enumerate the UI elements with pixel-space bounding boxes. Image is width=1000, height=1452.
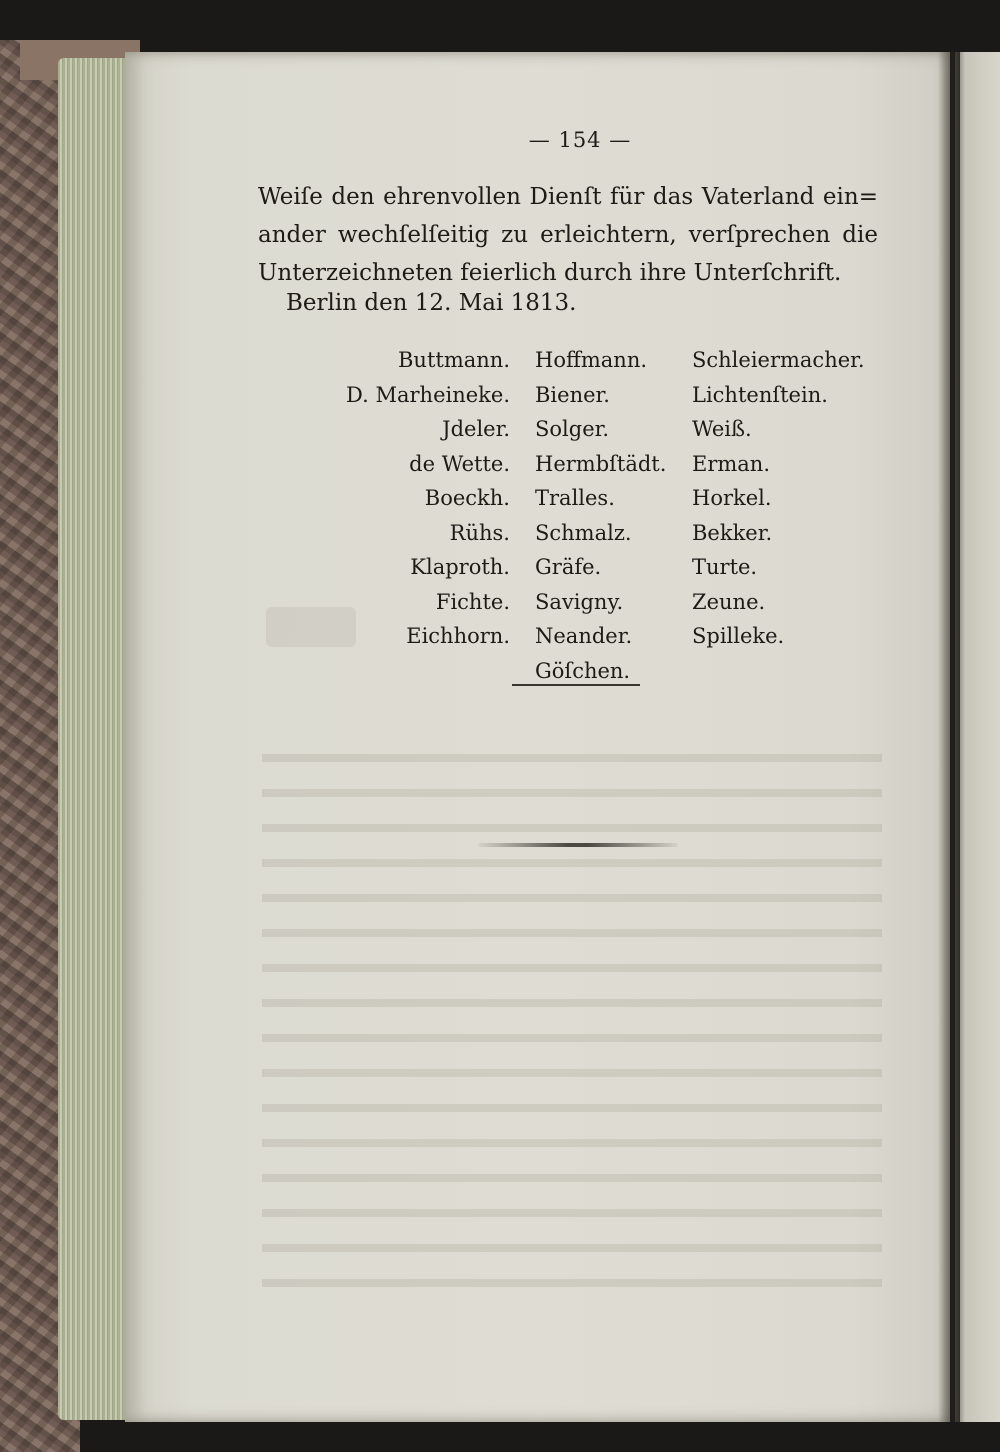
- signature-name: Jdeler.: [442, 417, 510, 441]
- signature-name: Horkel.: [692, 486, 772, 510]
- signature-name: Spilleke.: [692, 624, 785, 648]
- closing-rule: [512, 684, 640, 686]
- signature-name: de Wette.: [409, 451, 510, 476]
- signature-name: Buttmann.: [398, 348, 510, 372]
- page-number: — 154 —: [528, 128, 632, 152]
- signature-name: Lichtenſtein.: [692, 382, 828, 407]
- signature-name: Schmalz.: [535, 520, 632, 545]
- body-line: ander wechſelſeitig zu erleichtern, verſprechen die: [258, 222, 878, 248]
- signature-name: Erman.: [692, 451, 771, 476]
- signature-column-2: [535, 343, 685, 688]
- signature-name: Neander.: [535, 624, 633, 648]
- signature-name: Eichhorn.: [406, 624, 510, 648]
- signature-name: Rühs.: [449, 520, 510, 545]
- signature-name: Hoffmann.: [535, 348, 648, 372]
- signature-name: Weiß.: [692, 417, 752, 441]
- signature-name: Turte.: [692, 555, 758, 579]
- signature-name: Solger.: [535, 417, 610, 441]
- signature-name: Tralles.: [535, 486, 615, 510]
- signature-name: Biener.: [535, 382, 610, 407]
- gutter-shadow: [938, 52, 960, 1422]
- signature-name: Gräfe.: [535, 555, 602, 579]
- signature-name: Hermbſtädt.: [535, 451, 667, 476]
- signature-name: Bekker.: [692, 520, 773, 545]
- page-edges: [58, 58, 130, 1420]
- signature-name: Savigny.: [535, 589, 624, 614]
- body-text: [258, 178, 878, 292]
- signature-column-3: [692, 343, 872, 654]
- body-line: Unterzeichneten feierlich durch ihre Unterſchrift.: [258, 260, 842, 286]
- bleed-through-rule: [478, 843, 678, 847]
- body-line: Weiſe den ehrenvollen Dienſt für das Vaterland ein=: [258, 184, 878, 210]
- signature-name: D. Marheineke.: [346, 382, 510, 407]
- signature-column-1: [340, 343, 510, 654]
- signature-name: Zeune.: [692, 589, 766, 614]
- place-date-line: Berlin den 12. Mai 1813.: [286, 290, 577, 316]
- reverse-side-bleed-through: [262, 740, 882, 1300]
- signature-name: Fichte.: [435, 589, 510, 614]
- signature-name: Göſchen.: [535, 658, 631, 683]
- signature-name: Boeckh.: [424, 486, 510, 510]
- signature-name: Schleiermacher.: [692, 348, 865, 372]
- signature-name: Klaproth.: [410, 555, 510, 579]
- facing-page-edge: [955, 52, 1000, 1422]
